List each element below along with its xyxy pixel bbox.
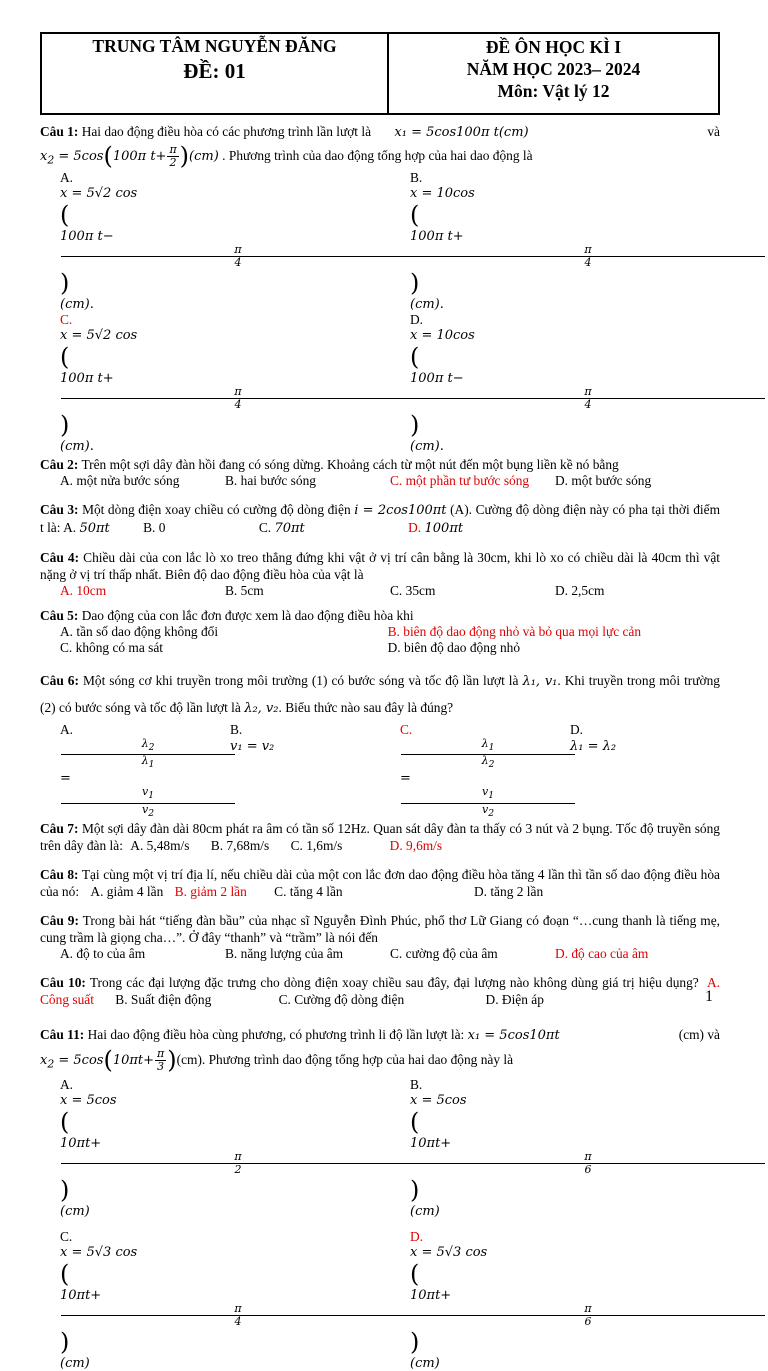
option-d[interactable]: D. Điện áp [485,991,544,1007]
option-d[interactable]: D. độ cao của âm [555,945,649,961]
school-year: NĂM HỌC 2023– 2024 [466,59,641,79]
option-a[interactable] [60,1077,410,1219]
option-d[interactable]: D. biên độ dao động nhỏ [387,640,521,655]
question-label: Câu 7: [40,820,79,836]
center-name: TRUNG TÂM NGUYỄN ĐĂNG [92,36,337,56]
question-8 [40,866,720,900]
option-value: λ₁ = λ₂ [570,739,617,754]
conjunction: và [707,124,720,139]
option-a-eq: x = 5cos(10πt+ $\frac{\pi}{2}$ )(cm) [60,1093,410,1219]
option-c[interactable]: C. 1,6m/s [290,837,343,853]
option-b[interactable]: B. 7,68m/s [210,837,270,853]
subject: Môn: Vật lý 12 [497,81,610,101]
equation-x2: $x_2 = 5\cos(10\pi t+$ $\frac{\pi}{3}$ ) [40,1045,177,1074]
option-label: D. [410,312,424,327]
option-b[interactable] [410,170,760,312]
option-c[interactable]: C. một phần tư bước sóng [390,473,530,488]
equation-x1: x₁ = 5cos100π t(cm) [394,125,529,140]
option-a[interactable] [60,722,230,820]
option-d[interactable] [570,722,740,820]
question-1 [40,123,720,141]
question-text: Dao động của con lắc đơn được xem là dao động điều hòa khi [81,608,414,623]
exam-page [40,32,720,1371]
symbol-lambda2-v2: λ₂, v₂ [244,701,279,716]
question-text: Chiều dài của con lắc lò xo treo thẳng đứng khi vật ở vị trí cân bằng là 30cm, khi lò xo có chiều dài là 40cm thì vật nặng ở vị trí thấp nhất. Biên độ dao động điều hòa của vật là [40,550,720,582]
question-5 [40,607,720,624]
question-4 [40,549,720,583]
equation-i: i = 2cos100πt [354,503,447,518]
question-label: Câu 9: [40,912,79,928]
option-b[interactable]: B. Suất điện động [115,991,212,1007]
option-c[interactable] [60,312,410,454]
question-2 [40,456,720,473]
option-b[interactable] [410,1077,760,1219]
option-label: A. [63,520,77,535]
exam-title: ĐỀ ÔN HỌC KÌ I [485,37,622,57]
option-a[interactable] [63,520,110,535]
question-label: Câu 2: [40,457,79,472]
option-b[interactable]: B. biên độ dao động nhỏ và bỏ qua mọi lực cản [387,624,642,639]
question-text: Trên một sợi dây đàn hồi đang có sóng dừng. Khoảng cách từ một nút đến một bụng liền kề nó bằng [81,457,619,472]
option-label: D. [408,520,422,535]
option-label: B. [230,722,243,737]
option-d[interactable] [408,520,463,535]
question-7 [40,820,720,854]
option-label: D. [410,1228,424,1244]
question-text: Một dòng điện xoay chiều có cường độ dòng điện [82,502,351,517]
options-row [60,1077,720,1219]
option-d-eq: x = 5√3 cos(10πt+ $\frac{\pi}{6}$ )(cm) [410,1245,760,1371]
option-d-eq: x = 10cos(100π t− $\frac{\pi}{4}$ )(cm). [410,328,760,454]
question-text: Tại cùng một vị trí địa lí, nếu chiều dài của một con lắc đơn dao động điều hòa tăng 4 lần thì tần số dao động điều hòa của nó: [40,866,720,899]
question-text: Hai dao động điều hòa cùng phương, có phương trình li độ lần lượt là: [87,1026,465,1042]
option-b[interactable] [230,722,400,820]
option-b[interactable]: B. năng lượng của âm [225,945,344,961]
option-label: C. [400,722,413,737]
option-a[interactable]: A. 10cm [60,583,107,598]
option-c[interactable]: C. không có ma sát [60,640,164,655]
question-text: Hai dao động điều hòa có các phương trình lần lượt là [81,124,372,139]
option-label: B. [410,170,423,185]
option-c-eq: $\frac{\lambda_1}{\lambda_2}$ = $\frac{v_1}{v_2}$ [400,738,570,820]
option-b[interactable]: B. 5cm [225,583,264,598]
question-10 [40,974,720,1008]
option-value: 70πt [274,521,305,536]
option-b[interactable]: B. 0 [143,520,166,535]
option-c[interactable]: C. Cường độ dòng điện [278,991,405,1007]
option-value: 100πt [424,521,464,536]
question-label: Câu 3: [40,502,79,517]
option-c[interactable] [60,1229,410,1371]
option-d[interactable] [410,1229,760,1371]
option-a[interactable] [60,170,410,312]
option-c[interactable]: C. 35cm [390,583,436,598]
option-c[interactable] [259,520,305,535]
question-3 [40,501,720,537]
option-a[interactable]: A. tần số dao động không đổi [60,624,219,639]
option-label: C. [60,312,73,327]
option-b[interactable]: B. hai bước sóng [225,473,316,488]
question-11 [40,1026,720,1044]
option-c-eq: x = 5√3 cos(10πt+ $\frac{\pi}{4}$ )(cm) [60,1245,410,1371]
page-number: 1 [705,988,713,1005]
option-value: 50πt [79,521,110,536]
option-a[interactable]: A. giảm 4 lần [90,883,164,899]
option-label: D. [570,722,584,737]
option-b-eq: x = 5cos(10πt+ $\frac{\pi}{6}$ )(cm) [410,1093,760,1219]
option-d[interactable]: D. 9,6m/s [389,837,443,853]
options-row [60,640,720,656]
question-text: (cm) và [678,1026,720,1042]
question-label: Câu 10: [40,974,86,990]
symbol-lambda1-v1: λ₁, v₁ [522,674,558,689]
option-value: v₁ = v₂ [230,739,275,754]
option-label: C. [60,1228,73,1244]
option-label: A. [60,170,74,185]
question-label: Câu 6: [40,673,79,688]
option-d[interactable]: D. một bước sóng [555,473,652,488]
exam-header [40,32,720,115]
equation-x1: x₁ = 5cos10πt [467,1027,560,1043]
option-label: A. [60,1076,74,1092]
question-9 [40,912,720,946]
question-text: Trong các đại lượng đặc trưng cho dòng điện xoay chiều sau đây, đại lượng nào không dùng giá trị hiệu dụng? [89,974,699,990]
question-11-line2 [40,1045,720,1074]
question-text: . Biểu thức nào sau đây là đúng? [278,700,454,715]
option-c[interactable] [400,722,570,820]
question-text: . Phương trình của dao động tổng hợp của hai dao động là [222,148,533,163]
question-1-line2 [40,144,720,169]
option-label: A. [60,722,74,737]
exam-code: ĐỀ: 01 [183,59,246,83]
question-label: Câu 8: [40,866,79,882]
option-d[interactable] [410,312,760,454]
options-row [60,473,720,489]
question-text: Một sóng cơ khi truyền trong môi trường (1) có bước sóng và tốc độ lần lượt là [82,673,519,688]
question-text: . Khi truyền trong môi trường (2) có bước sóng và tốc độ lần lượt là [40,673,720,715]
option-a-eq: x = 5√2 cos(100π t− $\frac{\pi}{4}$ )(cm). [60,186,410,312]
option-a-eq: $\frac{\lambda_2}{\lambda_1}$ = $\frac{v_1}{v_2}$ [60,738,230,820]
option-a[interactable]: A. Công suất [40,974,720,1007]
question-label: Câu 11: [40,1026,85,1042]
option-d[interactable]: D. tăng 2 lần [473,883,544,899]
options-row [60,170,720,312]
option-d[interactable]: D. 2,5cm [555,583,605,598]
option-c[interactable]: C. tăng 4 lần [274,883,343,899]
option-label: C. [258,520,272,535]
option-b[interactable]: B. giảm 2 lần [174,883,247,899]
option-a[interactable]: A. 5,48m/s [130,837,190,853]
question-text: (A). Cường độ dòng điện này có pha tại thời điểm t là: [40,502,720,535]
question-label: Câu 5: [40,608,79,623]
header-right [389,34,718,113]
options-row [60,624,720,640]
header-left [42,34,389,113]
equation-x2: $x_2 = 5\cos(100\pi$ t+ $\frac{\pi}{2}$ )(cm) [40,142,219,170]
question-label: Câu 4: [40,550,80,565]
question-6 [40,668,720,722]
option-c-eq: x = 5√2 cos(100π t+ $\frac{\pi}{4}$ )(cm). [60,328,410,454]
options-row [60,583,720,599]
options-row [60,722,720,820]
options-row [60,1229,720,1371]
option-a[interactable]: A. độ to của âm [60,945,146,961]
option-b-eq: x = 10cos(100π t+ $\frac{\pi}{4}$ )(cm). [410,186,760,312]
option-c[interactable]: C. cường độ của âm [390,945,498,961]
options-row [60,312,720,454]
question-text: (cm). Phương trình dao động tổng hợp của hai dao động này là [176,1051,514,1067]
option-a[interactable]: A. một nửa bước sóng [60,473,180,488]
question-text: Trong bài hát “tiếng đàn bầu” của nhạc sĩ Nguyễn Đình Phúc, phổ thơ Lữ Giang có đoạn “…cung thanh là tiếng mẹ, cung trầm là giọng cha…”. Ở đây “thanh” và “trầm” là nói đến [40,912,720,945]
option-label: B. [410,1076,423,1092]
question-text: Một sợi dây đàn dài 80cm phát ra âm có tần số 12Hz. Quan sát dây đàn ta thấy có 3 nút và 2 bụng. Tốc độ truyền sóng trên dây đàn là: [40,820,720,853]
options-row [60,946,720,962]
question-label: Câu 1: [40,124,79,139]
